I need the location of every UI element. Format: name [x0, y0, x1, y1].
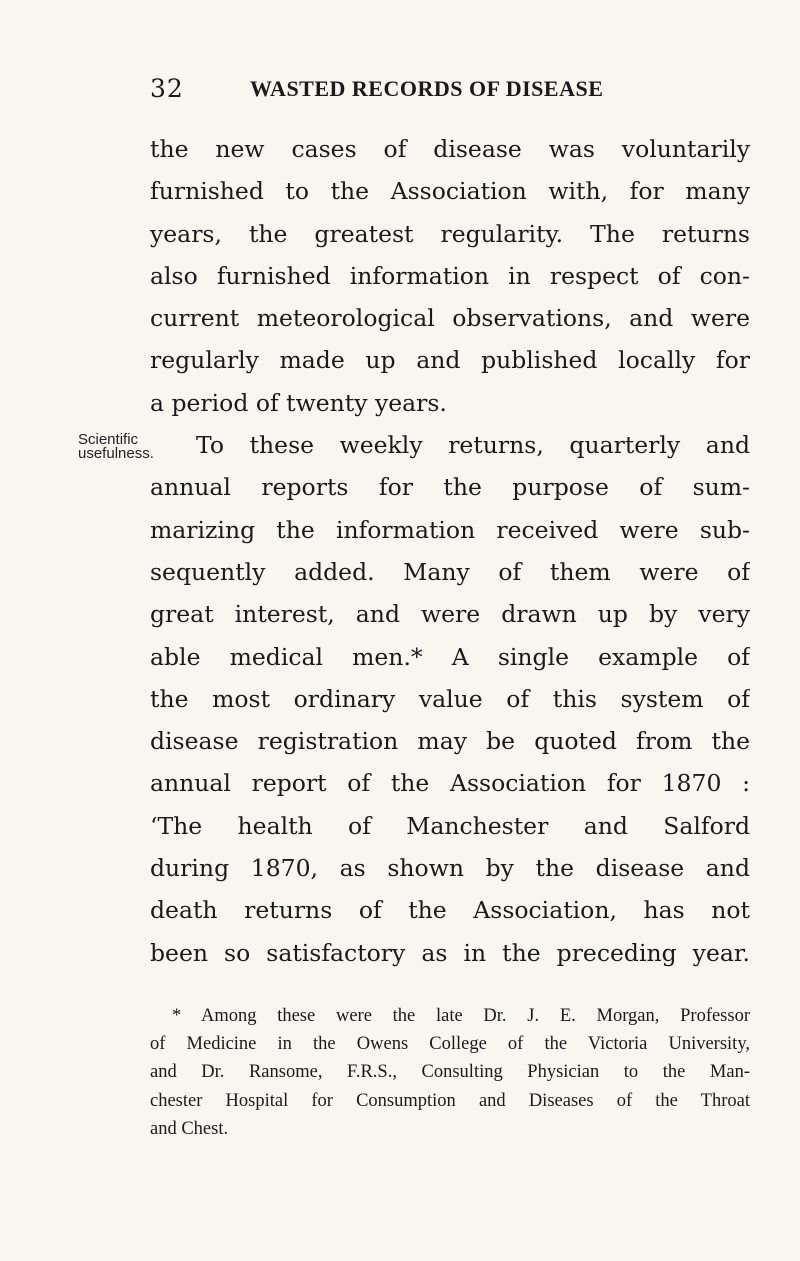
page-number: 32	[150, 74, 184, 103]
body-line: annual reports for the purpose of sum-	[150, 473, 750, 502]
body-line: been so satisfactory as in the preceding year.	[150, 938, 750, 967]
body-line: ‘The health of Manchester and Salford	[150, 811, 750, 840]
body-line: furnished to the Association with, for many	[150, 177, 750, 206]
footnote-line: chester Hospital for Consumption and Diseases of the Throat	[150, 1090, 750, 1111]
margin-note	[78, 431, 154, 462]
margin-note-line: usefulness.	[78, 445, 154, 462]
body-line: marizing the information received were sub-	[150, 515, 750, 544]
body-line: a period of twenty years.	[150, 388, 447, 417]
body-line: able medical men.* A single example of	[150, 642, 750, 671]
body-line: also furnished information in respect of con-	[150, 261, 750, 290]
footnote-line: of Medicine in the Owens College of the Victoria University,	[150, 1034, 750, 1055]
body-line: years, the greatest regularity. The returns	[150, 219, 750, 248]
body-line: death returns of the Association, has not	[150, 896, 750, 925]
body-line: during 1870, as shown by the disease and	[150, 854, 750, 883]
footnote-line: and Dr. Ransome, F.R.S., Consulting Physician to the Man-	[150, 1062, 750, 1083]
body-line: the new cases of disease was voluntarily	[150, 135, 750, 163]
body-line: annual report of the Association for 1870 :	[150, 769, 750, 798]
body-line: great interest, and were drawn up by very	[150, 600, 750, 629]
body-line: regularly made up and published locally for	[150, 346, 750, 375]
footnote	[150, 1002, 750, 1143]
page-header	[150, 74, 750, 110]
footnote-line: and Chest.	[150, 1118, 229, 1139]
body-line: current meteorological observations, and were	[150, 304, 750, 333]
margin-note-line: Scientific	[78, 431, 139, 448]
body-line: To these weekly returns, quarterly and	[196, 431, 750, 460]
body-line: the most ordinary value of this system of	[150, 684, 750, 713]
body-line: sequently added. Many of them were of	[150, 557, 750, 586]
running-title: WASTED RECORDS OF DISEASE	[250, 76, 604, 101]
body-text	[150, 128, 750, 974]
body-line: disease registration may be quoted from the	[150, 727, 750, 756]
footnote-line: * Among these were the late Dr. J. E. Morgan, Professor	[172, 1006, 750, 1026]
